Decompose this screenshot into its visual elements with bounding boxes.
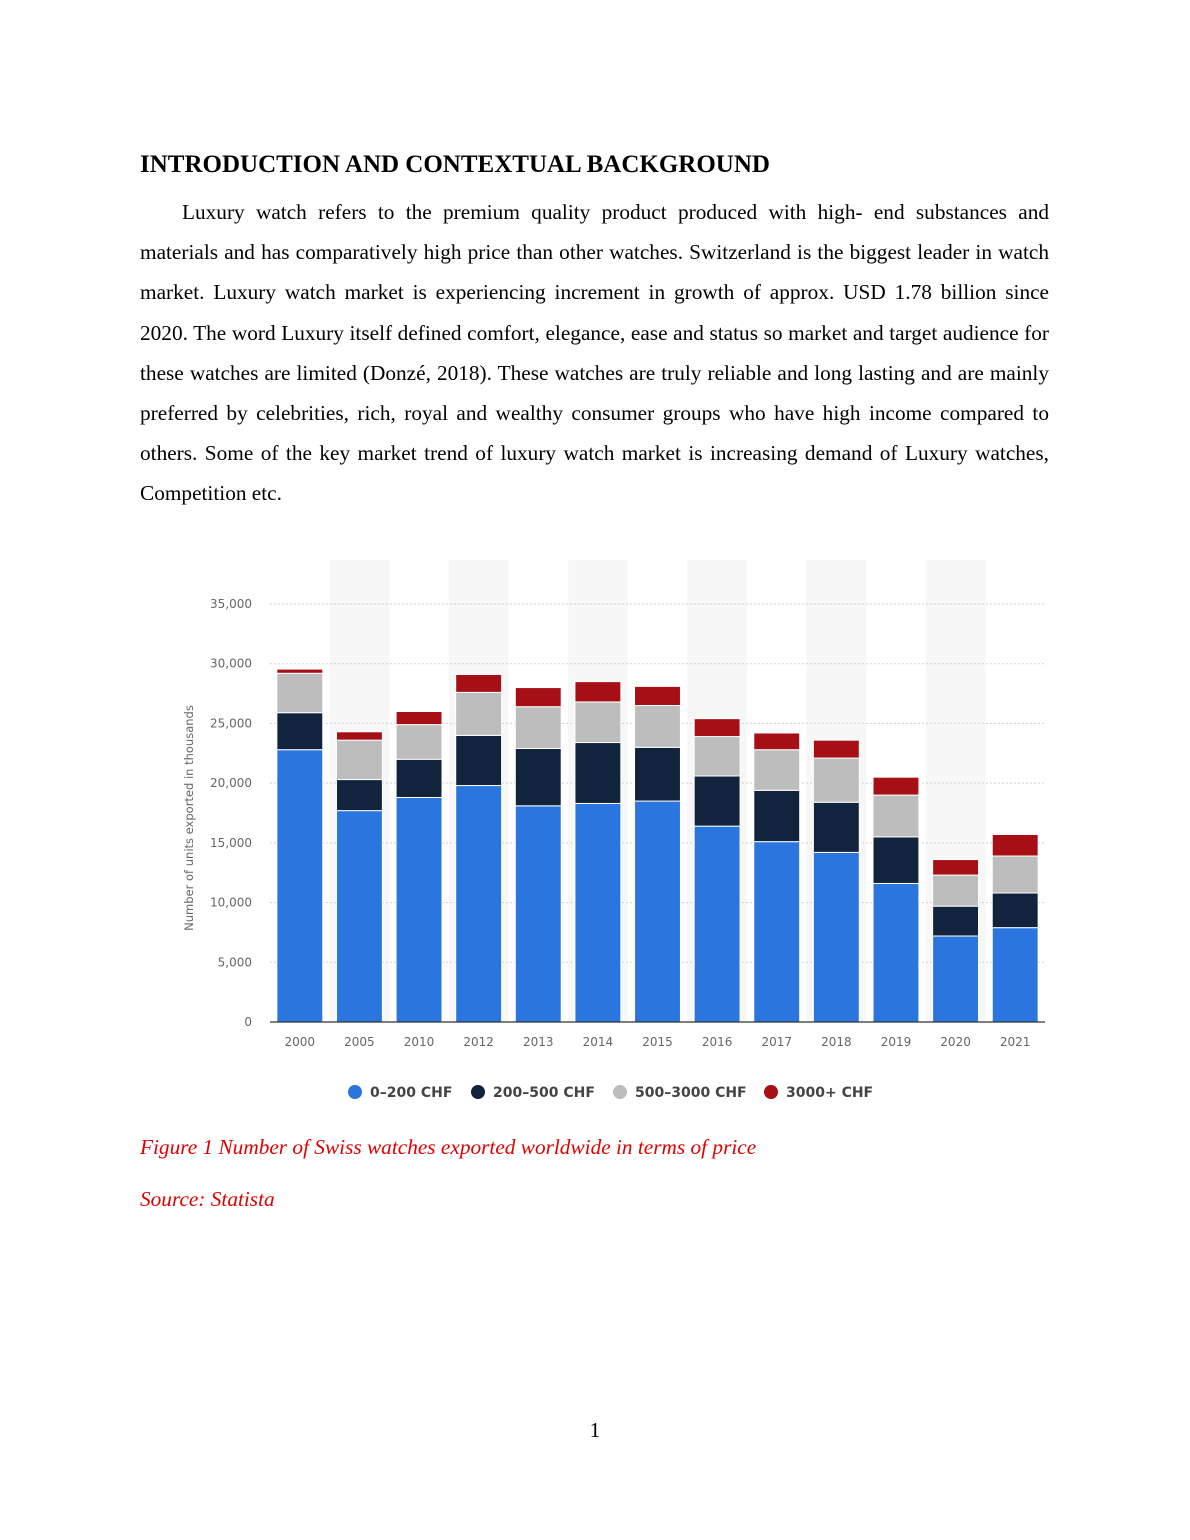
bar-segment [754,750,800,791]
bar-segment [635,747,681,801]
x-tick-label: 2019 [880,1035,912,1049]
bar-segment [515,707,561,749]
y-tick-label: 15,000 [210,835,252,850]
bar-segment [873,883,919,1022]
bar-segment [992,834,1038,855]
bar-segment [575,682,621,702]
bar-segment [336,811,382,1022]
legend-label: 0–200 CHF [370,1085,453,1101]
bar-segment [575,702,621,743]
y-tick-label: 0 [244,1015,252,1029]
bar-segment [873,795,919,837]
bar-segment [336,740,382,779]
bar-segment [992,856,1038,893]
legend-label: 200–500 CHF [493,1085,595,1101]
bar-segment [277,713,323,750]
bar-segment [873,777,919,795]
bar-segment [694,776,740,826]
y-tick-label: 10,000 [210,895,252,910]
bar-segment [456,692,502,735]
chart-canvas [175,560,1055,1120]
bar-segment [575,803,621,1022]
stacked-bar-chart [175,560,1055,1120]
bar-segment [694,737,740,776]
bar-segment [456,735,502,785]
bar-segment [396,725,442,760]
bar-segment [933,936,979,1022]
bar-segment [635,801,681,1022]
x-tick-label: 2017 [761,1035,793,1049]
x-tick-label: 2005 [344,1035,375,1049]
bar-segment [515,688,561,707]
bar-segment [813,802,859,852]
x-tick-label: 2012 [463,1035,494,1049]
x-tick-label: 2021 [999,1035,1031,1049]
section-heading: INTRODUCTION AND CONTEXTUAL BACKGROUND [140,151,770,178]
bar-segment [754,733,800,750]
figure-caption: Figure 1 Number of Swiss watches exported worldwide in terms of price [140,1135,757,1159]
bar-segment [694,719,740,737]
bar-segment [933,875,979,906]
y-tick-label: 20,000 [210,776,252,791]
bar-segment [873,837,919,884]
x-tick-label: 2020 [940,1035,971,1049]
x-tick-label: 2016 [701,1035,733,1049]
bar-segment [933,860,979,876]
bar-segment [754,790,800,841]
x-tick-label: 2018 [821,1035,852,1049]
x-tick-label: 2010 [403,1035,435,1049]
bar-segment [336,780,382,811]
bar-segment [813,758,859,802]
intro-paragraph: Luxury watch refers to the premium quality product produced with high- end substances and materials and has comparatively high price than other watches. Switzerland is the biggest leader in watch market. Luxury watch market is experiencing increment in growth of approx. USD 1.78 billion since 2020. The word Luxury itself defined comfort, elegance, ease and status so market and target audience for these watches are limited (Donzé, 2018). These watches are truly reliable and long lasting and are mainly preferred by celebrities, rich, royal and wealthy consumer groups who have high income compared to others. Some of the key market trend of luxury watch market is increasing demand of Luxury watches, Competition etc. [140,200,1049,506]
bar-segment [635,706,681,748]
y-axis-title: Number of units exported in thousands [182,705,196,931]
legend-label: 3000+ CHF [786,1085,874,1101]
bar-segment [992,893,1038,928]
bar-segment [992,928,1038,1022]
y-tick-label: 5,000 [217,955,252,970]
bar-segment [933,906,979,936]
bar-segment [277,669,323,673]
legend-marker [764,1085,778,1099]
bar-segment [456,786,502,1022]
bar-segment [575,743,621,804]
figure-source: Source: Statista [140,1187,275,1211]
bar-segment [754,842,800,1022]
x-tick-label: 2014 [582,1035,614,1049]
bar-segment [813,740,859,758]
page-number: 1 [589,1418,601,1442]
bar-segment [336,732,382,740]
legend-marker [613,1085,627,1099]
bar-segment [813,852,859,1022]
bar-segment [396,797,442,1022]
bar-segment [694,826,740,1022]
bar-segment [635,686,681,705]
y-tick-label: 25,000 [210,716,252,731]
bar-segment [515,749,561,806]
bar-segment [456,674,502,692]
bar-segment [277,673,323,712]
legend-label: 500–3000 CHF [635,1085,747,1101]
x-tick-label: 2015 [642,1035,673,1049]
bar-segment [396,711,442,724]
bar-segment [515,806,561,1022]
legend-marker [348,1085,362,1099]
y-tick-label: 30,000 [210,656,252,671]
bar-segment [277,750,323,1022]
x-tick-label: 2000 [284,1035,316,1049]
legend-marker [471,1085,485,1099]
bar-segment [396,759,442,797]
y-tick-label: 35,000 [210,597,252,611]
x-tick-label: 2013 [522,1035,554,1049]
